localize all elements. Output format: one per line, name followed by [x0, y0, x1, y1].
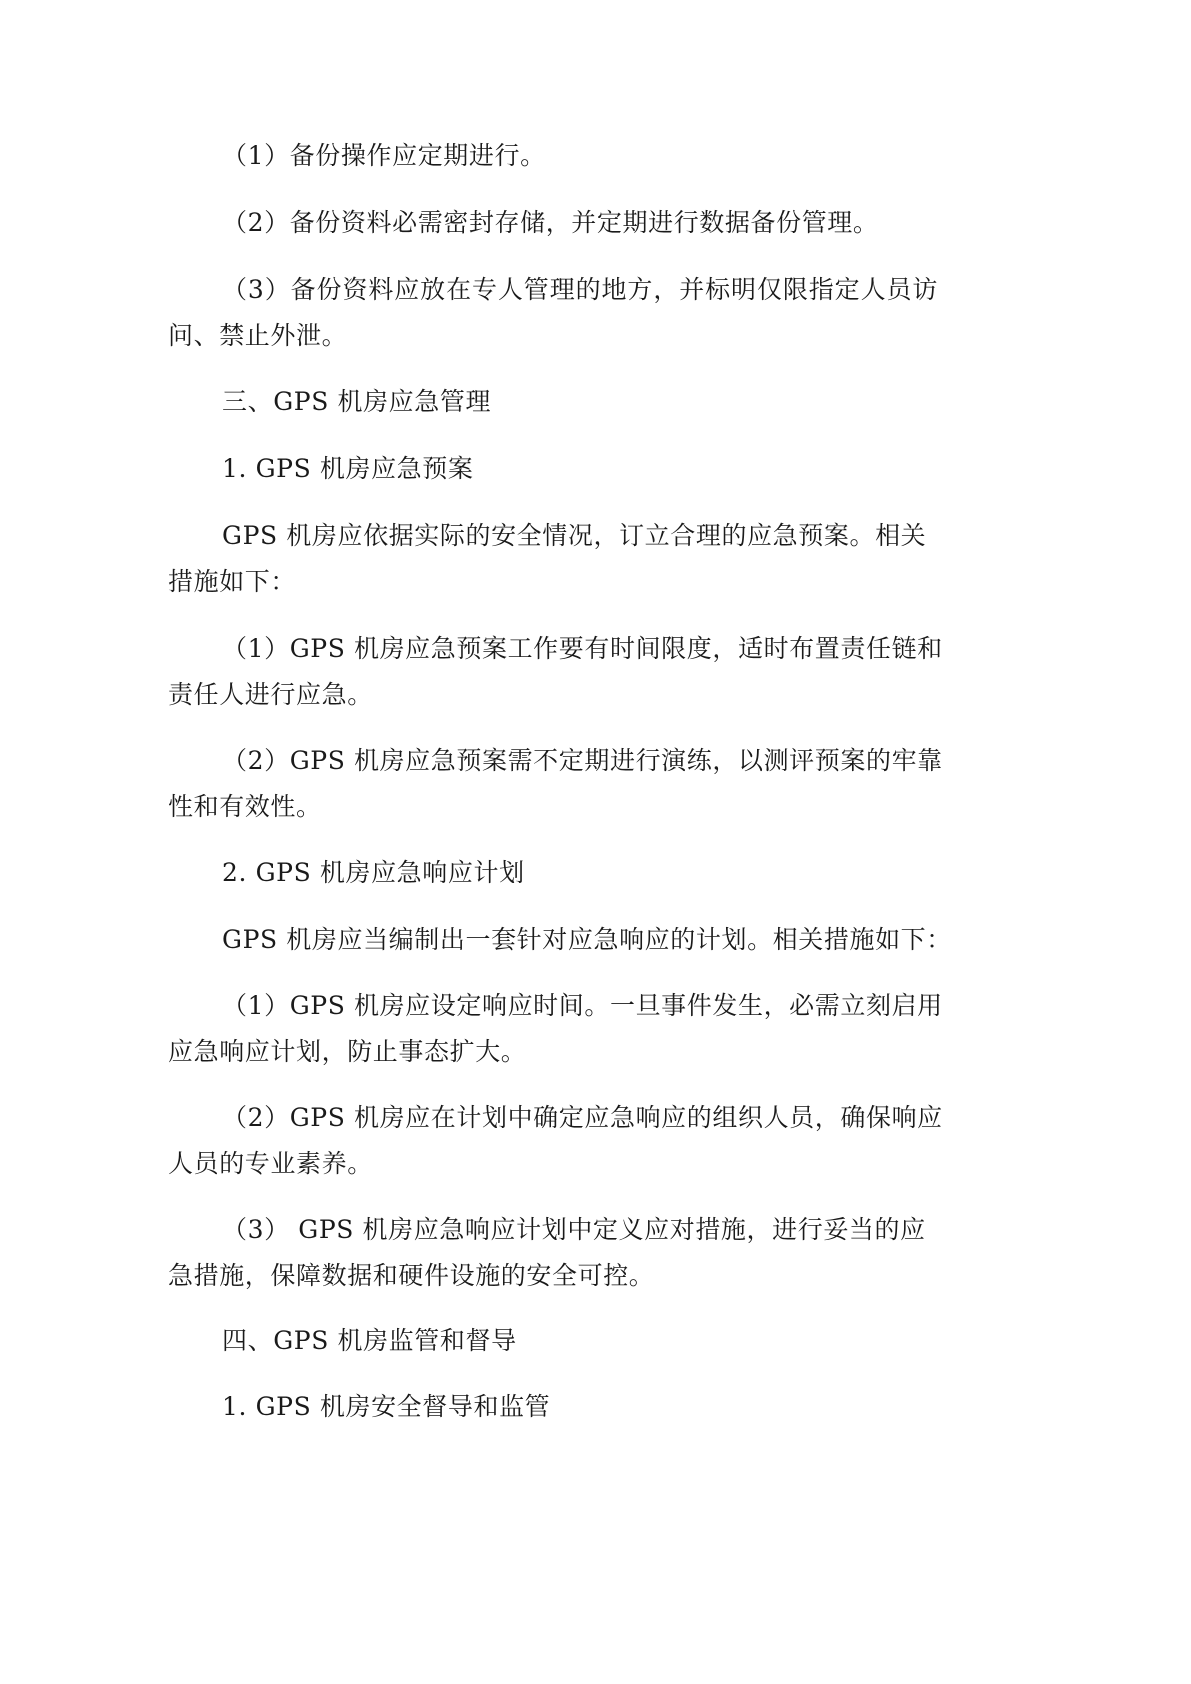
response-plan-item-1-line-2: 应急响应计划，防止事态扩大。 [168, 1037, 527, 1066]
response-plan-item-2-line-2: 人员的专业素养。 [168, 1149, 373, 1178]
emergency-plan-item-1-line-2: 责任人进行应急。 [168, 680, 373, 709]
response-plan-item-2-line-1: （2）GPS 机房应在计划中确定应急响应的组织人员，确保响应 [222, 1103, 943, 1132]
section-heading-4: 四、GPS 机房监管和督导 [222, 1326, 517, 1355]
emergency-plan-item-2-line-2: 性和有效性。 [168, 792, 322, 821]
subsection-heading-3-2: 2. GPS 机房应急响应计划 [222, 858, 525, 887]
response-plan-item-3-line-2: 急措施，保障数据和硬件设施的安全可控。 [168, 1261, 655, 1290]
section-heading-3: 三、GPS 机房应急管理 [222, 387, 492, 416]
backup-item-1: （1）备份操作应定期进行。 [222, 141, 546, 170]
backup-item-2: （2）备份资料必需密封存储，并定期进行数据备份管理。 [222, 208, 879, 237]
response-plan-intro: GPS 机房应当编制出一套针对应急响应的计划。相关措施如下： [222, 925, 952, 954]
backup-item-3-line-1: （3）备份资料应放在专人管理的地方，并标明仅限指定人员访 [222, 275, 938, 304]
subsection-heading-4-1: 1. GPS 机房安全督导和监管 [222, 1392, 551, 1421]
backup-item-3-line-2: 问、禁止外泄。 [168, 321, 348, 350]
subsection-heading-3-1: 1. GPS 机房应急预案 [222, 454, 474, 483]
response-plan-item-3-line-1: （3） GPS 机房应急响应计划中定义应对措施，进行妥当的应 [222, 1215, 926, 1244]
response-plan-item-1-line-1: （1）GPS 机房应设定响应时间。一旦事件发生，必需立刻启用 [222, 991, 943, 1020]
emergency-plan-item-1-line-1: （1）GPS 机房应急预案工作要有时间限度，适时布置责任链和 [222, 634, 943, 663]
emergency-plan-intro-line-2: 措施如下： [168, 567, 297, 596]
emergency-plan-intro-line-1: GPS 机房应依据实际的安全情况，订立合理的应急预案。相关 [222, 521, 927, 550]
emergency-plan-item-2-line-1: （2）GPS 机房应急预案需不定期进行演练，以测评预案的牢靠 [222, 746, 943, 775]
